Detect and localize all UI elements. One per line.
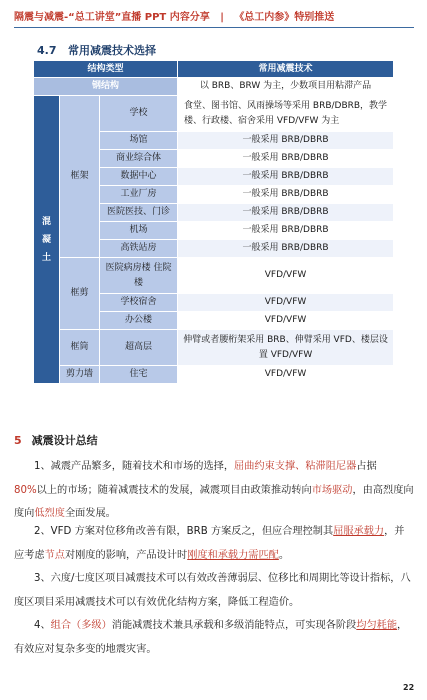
highlight-text: 组合（多级） [50,620,112,631]
damping-tech: 一般采用 BRB/DBRB [178,132,394,150]
damping-tech: VFD/VFW [178,312,394,330]
building-type: 机场 [100,222,178,240]
damping-tech: 一般采用 BRB/DBRB [178,204,394,222]
damping-tech: 一般采用 BRB/DBRB [178,240,394,258]
building-type: 超高层 [100,330,178,366]
text-run: 以上的市场；随着减震技术的发展，减震项目由政策推动转向 [36,484,312,496]
text-run: 全面发展。 [64,508,116,519]
table-row [34,330,394,366]
steel-structure-tech: 以 BRB、BRW 为主，少数项目用粘滞产品 [178,78,394,96]
building-type: 学校 [100,96,178,132]
text-run: 4、 [34,620,51,631]
section-number: 4.7 [37,44,57,57]
damping-tech: 一般采用 BRB/DBRB [178,222,394,240]
header-structure-type: 结构类型 [34,61,178,78]
highlight-text: 市场驱动 [311,484,353,496]
section-title: 常用减震技术选择 [68,44,156,57]
table-row [34,366,394,384]
summary-paragraph-2 [14,520,414,567]
building-type: 场馆 [100,132,178,150]
damping-tech: VFD/VFW [178,294,394,312]
section-4-7-heading [37,42,156,58]
highlight-text: 刚度和承载力需匹配 [187,549,279,561]
summary-paragraph-4 [14,614,414,661]
text-run: 1、减震产品繁多，随着技术和市场的选择， [34,461,235,472]
section-title: 减震设计总结 [31,434,98,447]
damping-tech: 一般采用 BRB/DBRB [178,168,394,186]
steel-structure-label: 钢结构 [34,78,178,96]
damping-tech: 一般采用 BRB/DBRB [178,186,394,204]
building-type: 医院病房楼 住院楼 [100,258,178,294]
highlight-text: 均匀耗能 [356,620,398,631]
table-row [34,258,394,294]
building-type: 数据中心 [100,168,178,186]
page-header [14,8,414,26]
text-run: 消能减震技术兼具承载和多级消能特点，可实现各阶段 [111,620,357,631]
damping-tech: 伸臂或者腰桁架采用 BRB、伸臂采用 VFD、楼层设置 VFD/VFW [178,330,394,366]
header-rule [14,27,414,28]
building-type: 医院医技、门诊 [100,204,178,222]
summary-paragraph-1 [14,455,414,526]
frame-label: 框架 [60,96,100,258]
highlight-text: 80% [14,484,37,496]
text-run: ，并应考虑 [14,526,405,561]
building-type: 学校宿舍 [100,294,178,312]
table-row [34,96,394,132]
concrete-char: 混 [41,216,51,227]
frame-tube-label: 框筒 [60,330,100,366]
concrete-char: 凝 [41,234,51,245]
building-type: 住宅 [100,366,178,384]
damping-tech: VFD/VFW [178,258,394,294]
damping-tech: 食堂、图书馆、风雨操场等采用 BRB/DBRB，教学楼、行政楼、宿舍采用 VFD/VFW 为主 [178,96,394,132]
building-type: 高铁站房 [100,240,178,258]
table-row [34,78,394,96]
text-run: 。 [278,549,290,561]
header-separator: | [220,12,224,23]
highlight-text: 低烈度 [34,508,65,519]
header-push-title: 《总工内参》特别推送 [234,12,335,23]
damping-tech-table [33,60,394,384]
building-type: 商业综合体 [100,150,178,168]
frame-shear-label: 框剪 [60,258,100,330]
summary-paragraph-3: 3、六度/七度区项目减震技术可以有效改善薄弱层、位移比和周期比等设计指标，八度区项目采用减震技术可以有效优化结构方案，降低工程造价。 [14,573,411,608]
section-number: 5 [14,434,22,447]
header-damping-tech: 常用减震技术 [178,61,394,78]
damping-tech: VFD/VFW [178,366,394,384]
header-series-title: 隔震与减震-“总工讲堂”直播 PPT 内容分享 [14,12,210,23]
text-run: 对刚度的影响，产品设计时 [64,549,188,561]
text-run: ，由高烈度向 [352,484,414,496]
building-type: 工业厂房 [100,186,178,204]
section-5-heading [14,432,98,448]
text-run: 占据 [356,461,377,472]
highlight-text: 节点 [44,549,65,561]
text-run: ，有效应对复杂多变的地震灾害。 [14,620,408,655]
text-run: 度向 [14,508,35,519]
highlight-text: 屈服承载力 [333,526,385,537]
page-number: 22 [403,683,415,692]
text-run: 2、VFD 方案对位移角改善有限，BRB 方案反之，但应合理控制其 [34,526,334,537]
shear-wall-label: 剪力墙 [60,366,100,384]
highlight-text: 屈曲约束支撑、粘滞阻尼器 [234,461,357,472]
concrete-group-label [34,96,60,384]
concrete-char: 土 [41,252,51,263]
table-header-row [34,61,394,78]
building-type: 办公楼 [100,312,178,330]
damping-tech: 一般采用 BRB/DBRB [178,150,394,168]
